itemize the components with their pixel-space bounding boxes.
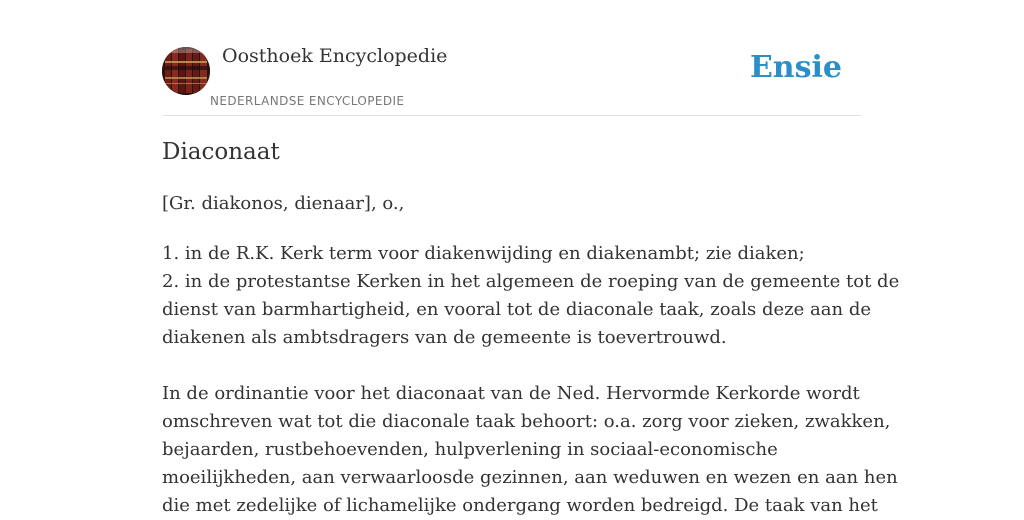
article-title: Diaconaat <box>162 139 280 165</box>
avatar[interactable] <box>162 47 210 95</box>
book-spines-icon <box>162 47 210 95</box>
site-title[interactable]: Oosthoek Encyclopedie <box>222 45 448 67</box>
body-line: moeilijkheden, aan verwaarloosde gezinnen, aan weduwen en wezen en aan hen <box>162 467 898 488</box>
paragraph-gap <box>162 352 862 380</box>
body-line: In de ordinantie voor het diaconaat van de Ned. Hervormde Kerkorde wordt <box>162 383 860 404</box>
brand-logo[interactable]: Ensie <box>749 50 842 85</box>
body-line: 1. in de R.K. Kerk term voor diakenwijding en diakenambt; zie diaken; <box>162 243 805 264</box>
body-line: omschreven wat tot die diaconale taak behoort: o.a. zorg voor zieken, zwakken, <box>162 411 891 432</box>
body-line: 2. in de protestantse Kerken in het algemeen de roeping van de gemeente tot de <box>162 271 900 292</box>
page <box>162 0 900 516</box>
etymology: [Gr. diakonos, dienaar], o., <box>162 193 405 214</box>
site-header <box>162 0 862 116</box>
body-line: bejaarden, rustbehoevenden, hulpverlening in sociaal-economische <box>162 439 778 460</box>
article-body <box>162 240 900 520</box>
body-line: die met zedelijke of lichamelijke ondergang worden bedreigd. De taak van het <box>162 495 878 516</box>
site-subtitle: NEDERLANDSE ENCYCLOPEDIE <box>210 94 405 108</box>
body-line: dienst van barmhartigheid, en vooral tot de diaconale taak, zoals deze aan de <box>162 299 871 320</box>
body-line: diakenen als ambtsdragers van de gemeente is toevertrouwd. <box>162 327 727 348</box>
